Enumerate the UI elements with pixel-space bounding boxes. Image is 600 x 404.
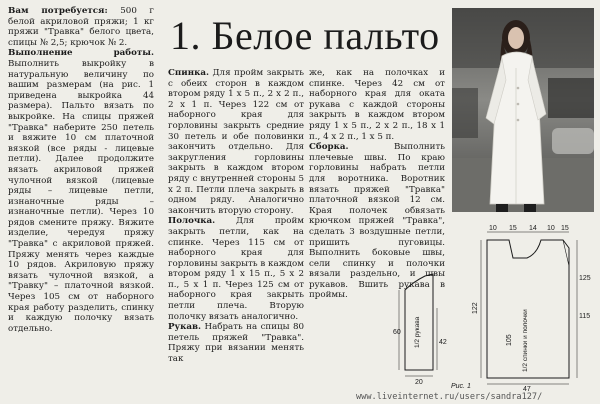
body-dim-47: 47 — [523, 386, 531, 392]
sleeve-piece-label: 1/2 рукава — [414, 316, 421, 348]
paragraph-work — [8, 48, 154, 334]
text-column-2 — [168, 68, 304, 365]
text-sleeve-cont: же, как на полочках и спинке. Через 42 см от наборного края для оката рукава с каждой стороны закрыть в каждом втором ряду 1 х 5 п., 2 х 2 п., 18 х 1 п., 4 х 2 п., 1 х 5 п. — [309, 68, 445, 142]
pattern-diagram-svg — [391, 222, 597, 392]
paragraph-sleeve — [168, 322, 304, 364]
paragraph-materials — [8, 6, 154, 48]
text-column-1 — [8, 6, 154, 334]
source-url: www.liveinternet.ru/users/sandra127/ — [356, 392, 543, 402]
top-dim-10b: 10 — [547, 225, 555, 232]
body-piece-label: 1/2 спинки и полочки — [522, 309, 529, 372]
body-dim-125: 125 — [579, 275, 591, 282]
coat-photo-image — [452, 8, 594, 212]
sleeve-bottom-label: 20 — [415, 379, 423, 386]
heading-materials: Вам потребуется: — [8, 6, 108, 16]
text-materials: 500 г белой акриловой пряжи; 1 кг пряжи "Травка" белого цвета, спицы № 2,5; крючок № 2. — [8, 6, 154, 48]
heading-work: Выполнение работы. — [8, 48, 154, 59]
text-back: Для пройм закрыть с обеих сторон в каждом втором ряду 1 х 5 п., 2 х 2 п., 2 х 1 п. Через 122 см от наборного края для горловины закрыть средние 30 петель и обе половинки закончить отдельно. Для закругления горловины закрыть в каждом втором ряду с внутренней стороны 5 х 2 п. Петли плеча закрыть в одном ряду. Аналогично закончить вторую сторону. — [168, 68, 304, 216]
top-dim-14a: 14 — [529, 225, 537, 232]
heading-sleeve: Рукав. — [168, 322, 202, 333]
pattern-diagram — [391, 222, 597, 392]
top-dim-15b: 15 — [561, 225, 569, 232]
top-dim-10a: 10 — [489, 225, 497, 232]
figure-label: Рис. 1 — [451, 383, 471, 390]
article-title: 1. Белое пальто — [170, 13, 440, 58]
text-sleeve: Набрать на спицы 80 петель пряжей "Травка". Пряжу при вязании менять так — [168, 322, 304, 365]
paragraph-back — [168, 68, 304, 216]
coat-photo — [452, 8, 594, 212]
paragraph-front — [168, 216, 304, 322]
heading-assembly: Сборка. — [309, 142, 349, 153]
text-work: Выполнить выкройку в натуральную величину по вашим размерам (на рис. 1 приведена выкройка 44 размера). Пальто вязать по выкройке. На спицы пряжей "Травка" наберите 250 петель и вяжите 10 см платочной вязкой (все ряды - лицевые петли). Далее продолжите вязать акриловой пряжей чулочной вязкой (лицевые ряды – лицевые петли, изнаночные ряды – изнаночные петли). Через 10 рядов смените пряжу. Вяжите изделие, чередуя пряжу "Травка" с акриловой пряжей. Пряжу менять через каждые 10 рядов. Акриловую пряжу вязать чулочной вязкой, а "Травку" – платочной вязкой. Через 105 см от наборного края работу разделить, спинку и каждую полочку вязать отдельно. — [8, 58, 154, 334]
sleeve-height-label: 60 — [393, 329, 401, 336]
body-dim-105: 105 — [506, 334, 513, 346]
body-dim-115: 115 — [579, 313, 591, 320]
top-dim-15a: 15 — [509, 225, 517, 232]
heading-front: Полочка. — [168, 216, 216, 227]
heading-back: Спинка. — [168, 68, 210, 78]
sleeve-h2-label: 42 — [439, 339, 447, 346]
body-dim-122: 122 — [472, 302, 479, 314]
text-front: Для пройм закрыть петли, как на спинке. Через 115 см от наборного края для горловины закрыть в каждом втором ряду 1 х 15 п., 5 х 2 п., 5 х 1 п. Через 125 см от наборного края закрыть петли плеча. Вторую полочку вязать аналогично. — [168, 216, 304, 322]
text-assembly: Выполнить плечевые швы. По краю горловины набрать петли для воротника. Воротник вязать пряжей "Травка" платочной вязкой 12 см. Края полочек обвязать крючком пряжей "Травка", сделать 3 воздушные петли, пришить пуговицы. Выполнить боковые швы, сели спинку и полочки вязали раздельно, и швы рукавов. Вшить рукава в проймы. — [309, 142, 445, 301]
paragraph-sleeve-cont — [309, 68, 445, 142]
